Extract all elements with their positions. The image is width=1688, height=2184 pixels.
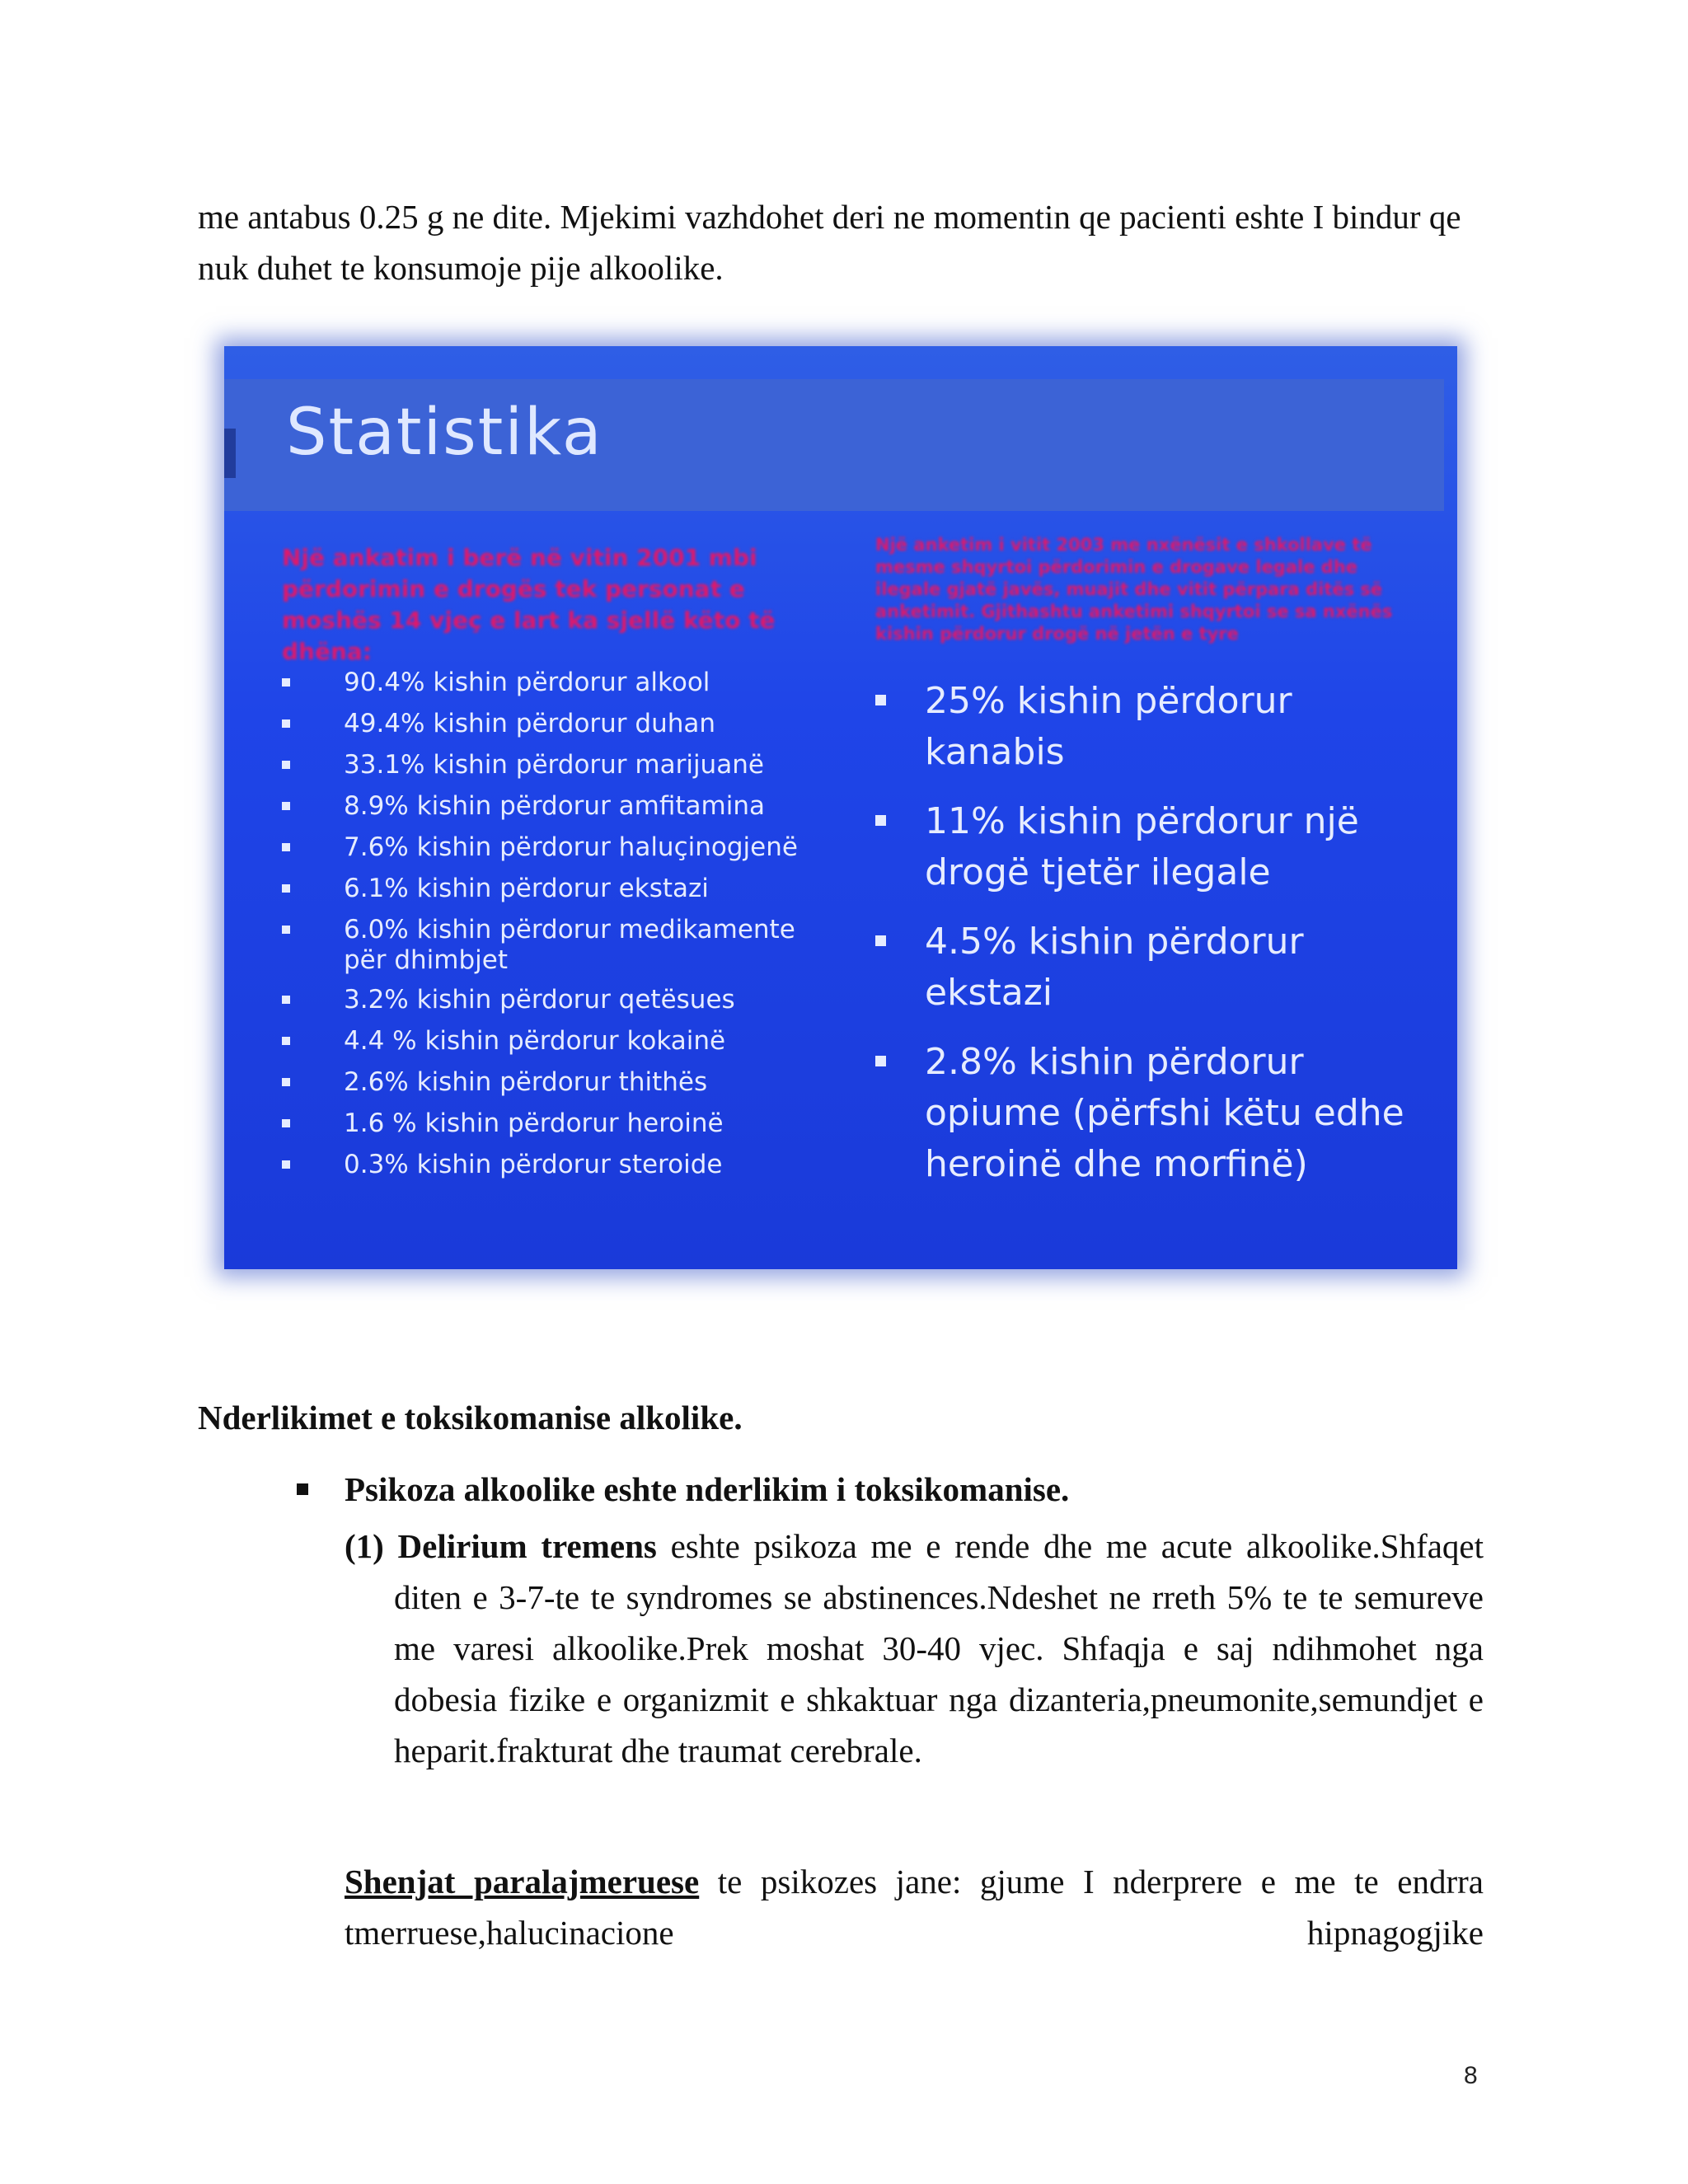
item-text: eshte psikoza me e rende dhe me acute alkoolike.Shfaqet diten e 3-7-te te syndromes se abstinences.Ndeshet ne rreth 5% te te semureve me varesi alkoolike.Prek moshat 30-40 vjec. Shfaqja e saj ndihmohet nga dobesia fizike e organizmit e shkaktuar nga dizanteria,pneumonite,semundjet e heparit.frakturat dhe traumat cerebrale. <box>394 1527 1484 1769</box>
item-term: Delirium tremens <box>397 1527 657 1565</box>
section-heading: Nderlikimet e toksikomanise alkolike. <box>198 1399 743 1436</box>
square-bullet-icon <box>282 802 290 810</box>
square-bullet-icon <box>282 1160 290 1169</box>
list-item: 4.4 % kishin përdorur kokainë <box>282 1026 842 1057</box>
square-bullet-icon <box>875 935 886 946</box>
item-number: (1) <box>345 1527 384 1565</box>
warning-signs-label: Shenjat paralajmeruese <box>345 1863 700 1900</box>
square-bullet-icon <box>282 719 290 728</box>
warning-signs-text: te psikozes jane: gjume I nderprere e me te endrra tmerruese,halucinacione hipnagogjike <box>345 1863 1484 1952</box>
square-bullet-icon <box>282 1078 290 1086</box>
list-item: 2.8% kishin përdorur opiume (përfshi këtu edhe heroinë dhe morfinë) <box>875 1037 1436 1190</box>
list-item: 2.6% kishin përdorur thithës <box>282 1067 842 1098</box>
survey-note-2003: Një anketim i vitit 2003 me nxënësit e shkollave të mesme shqyrtoi përdorimin e drogave legale dhe ilegale gjatë javës, muajit dhe vitit përpara ditës së anketimit. Gjithashtu anketimi shqyrtoi se sa nxënës kishin përdorur drogë në jetën e tyre <box>875 535 1393 644</box>
stat-list-2003 <box>875 676 1436 1208</box>
page-number: 8 <box>1464 2062 1478 2089</box>
list-item: 49.4% kishin përdorur duhan <box>282 709 842 739</box>
square-bullet-icon <box>282 678 290 687</box>
list-item: 33.1% kishin përdorur marijuanë <box>282 750 842 780</box>
list-item: 0.3% kishin përdorur steroide <box>282 1150 842 1180</box>
warning-signs-paragraph <box>345 1856 1484 1958</box>
square-bullet-icon <box>282 996 290 1004</box>
list-item: 90.4% kishin përdorur alkool <box>282 668 842 698</box>
square-bullet-icon <box>875 695 886 705</box>
bullet-point-text: Psikoza alkoolike eshte nderlikim i toksikomanise. <box>345 1470 1070 1508</box>
square-bullet-icon <box>282 926 290 934</box>
list-item: 11% kishin përdorur një drogë tjetër ilegale <box>875 796 1436 898</box>
square-bullet-icon <box>282 1037 290 1045</box>
list-item: 7.6% kishin përdorur haluçinogjenë <box>282 832 842 863</box>
square-bullet-icon <box>282 843 290 851</box>
square-bullet-icon <box>875 1056 886 1066</box>
list-item: 25% kishin përdorur kanabis <box>875 676 1436 778</box>
square-bullet-icon <box>282 1119 290 1127</box>
list-item: 1.6 % kishin përdorur heroinë <box>282 1108 842 1139</box>
square-bullet-icon <box>297 1483 308 1495</box>
list-item: 3.2% kishin përdorur qetësues <box>282 985 842 1015</box>
list-item: 8.9% kishin përdorur amfitamina <box>282 791 842 822</box>
slide-band-marker <box>224 429 236 478</box>
bullet-point <box>297 1469 1069 1509</box>
square-bullet-icon <box>282 761 290 769</box>
statistics-slide-image <box>224 346 1457 1269</box>
square-bullet-icon <box>282 884 290 893</box>
slide-title: Statistika <box>286 396 603 470</box>
survey-note-2001: Një ankatim i berë në vitin 2001 mbi përdorimin e drogës tek personat e moshës 14 vjeç e lart ka sjellë këto të dhëna: <box>282 544 776 665</box>
list-item: 6.1% kishin përdorur ekstazi <box>282 874 842 904</box>
stat-list-2001 <box>282 668 842 1191</box>
intro-paragraph: me antabus 0.25 g ne dite. Mjekimi vazhdohet deri ne momentin qe pacienti eshte I bindur qe nuk duhet te konsumoje pije alkoolike. <box>198 198 1461 287</box>
square-bullet-icon <box>875 815 886 826</box>
list-item: 6.0% kishin përdorur medikamente për dhimbjet <box>282 915 842 976</box>
list-item: 4.5% kishin përdorur ekstazi <box>875 916 1436 1019</box>
numbered-item <box>345 1521 1484 1776</box>
